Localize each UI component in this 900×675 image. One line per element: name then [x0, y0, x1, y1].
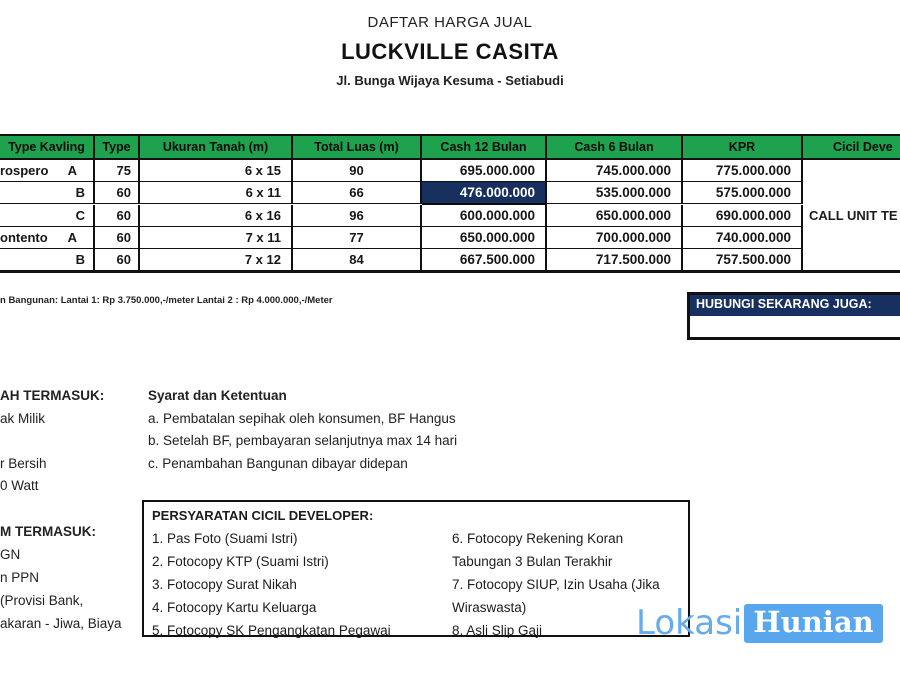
- building-price-note: n Bangunan: Lantai 1: Rp 3.750.000,-/meter Lantai 2 : Rp 4.000.000,-/Meter: [0, 295, 333, 306]
- cell-type: 60: [95, 182, 140, 204]
- cell-type: 60: [95, 227, 140, 249]
- cell-total-luas: 96: [293, 205, 422, 227]
- cell-cash-12-bulan: 667.500.000: [422, 249, 547, 271]
- column-header-7: KPR: [683, 136, 803, 160]
- lokasihunian-watermark: [636, 603, 883, 643]
- column-header-6: Cash 6 Bulan: [547, 136, 683, 160]
- cell-cash-6-bulan: 650.000.000: [547, 205, 683, 227]
- cell-kpr: 757.500.000: [683, 249, 803, 271]
- cell-type: 60: [95, 249, 140, 271]
- cell-cash-12-bulan: 695.000.000: [422, 160, 547, 182]
- column-header-3: Ukuran Tanah (m): [140, 136, 293, 160]
- cell-kavling: [0, 205, 95, 227]
- included-heading: AH TERMASUK:: [0, 388, 105, 403]
- column-header-1: Type Kavling: [0, 136, 95, 160]
- kavling-name: ontento: [0, 230, 48, 245]
- cell-cash-12-bulan: 600.000.000: [422, 205, 547, 227]
- cell-total-luas: 90: [293, 160, 422, 182]
- document-header: [0, 14, 900, 88]
- included-item: ak Milik: [0, 410, 46, 426]
- cell-kpr: 740.000.000: [683, 227, 803, 249]
- cell-cash-12-bulan: 476.000.000: [422, 182, 547, 205]
- terms-block: [148, 385, 457, 475]
- excluded-block: [0, 520, 122, 635]
- included-item: [0, 430, 104, 453]
- kavling-sub: A: [67, 230, 77, 245]
- cell-total-luas: 66: [293, 182, 422, 204]
- column-header-4: Total Luas (m): [293, 136, 422, 160]
- contact-box-value: [690, 316, 900, 337]
- cell-ukuran-tanah: 7 x 11: [140, 227, 293, 249]
- terms-item: c. Penambahan Bangunan dibayar didepan: [148, 455, 408, 471]
- cell-kavling: [0, 182, 95, 204]
- requirement-item: 8. Asli Slip Gaji: [452, 623, 543, 638]
- watermark-text-lokasi: Lokasi: [636, 603, 743, 643]
- included-item: r Bersih: [0, 455, 47, 471]
- included-item: 0 Watt: [0, 478, 39, 493]
- cell-ukuran-tanah: 6 x 15: [140, 160, 293, 182]
- requirement-item: 5. Fotocopy SK Pengangkatan Pegawai: [152, 623, 391, 638]
- excluded-item: akaran - Jiwa, Biaya: [0, 616, 122, 631]
- cell-type: 60: [95, 205, 140, 227]
- included-block: [0, 385, 104, 498]
- doc-title: LUCKVILLE CASITA: [341, 39, 559, 64]
- cell-ukuran-tanah: 6 x 16: [140, 205, 293, 227]
- kavling-sub: B: [75, 185, 85, 200]
- cell-total-luas: 84: [293, 249, 422, 271]
- requirement-item: 1. Pas Foto (Suami Istri): [152, 531, 298, 546]
- requirement-item: 6. Fotocopy Rekening Koran: [452, 531, 624, 546]
- cell-kpr: 575.000.000: [683, 182, 803, 204]
- requirement-item: 4. Fotocopy Kartu Keluarga: [152, 600, 317, 615]
- requirement-item: 2. Fotocopy KTP (Suami Istri): [152, 554, 329, 569]
- cell-kavling: [0, 160, 95, 182]
- cell-kavling: [0, 227, 95, 249]
- terms-heading: Syarat dan Ketentuan: [148, 388, 287, 403]
- contact-box-label: HUBUNGI SEKARANG JUGA:: [690, 295, 900, 316]
- excluded-item: (Provisi Bank,: [0, 593, 84, 608]
- column-header-5: Cash 12 Bulan: [422, 136, 547, 160]
- column-header-8: Cicil Deve: [803, 136, 900, 160]
- terms-item: b. Setelah BF, pembayaran selanjutnya max 14 hari: [148, 433, 458, 448]
- contact-box: [687, 292, 900, 340]
- kavling-name: rospero: [0, 163, 49, 178]
- cell-kpr: 690.000.000: [683, 205, 803, 227]
- call-unit-cell: CALL UNIT TE: [803, 160, 900, 271]
- price-table: [0, 134, 900, 273]
- cell-ukuran-tanah: 7 x 12: [140, 249, 293, 271]
- kavling-sub: A: [67, 163, 77, 178]
- cell-type: 75: [95, 160, 140, 182]
- kavling-sub: C: [75, 208, 85, 223]
- requirements-heading: PERSYARATAN CICIL DEVELOPER:: [152, 508, 374, 523]
- cell-ukuran-tanah: 6 x 11: [140, 182, 293, 204]
- cell-kpr: 775.000.000: [683, 160, 803, 182]
- cell-cash-6-bulan: 700.000.000: [547, 227, 683, 249]
- cell-cash-6-bulan: 535.000.000: [547, 182, 683, 204]
- doc-kicker: DAFTAR HARGA JUAL: [367, 14, 533, 31]
- cell-cash-6-bulan: 717.500.000: [547, 249, 683, 271]
- requirement-item: 3. Fotocopy Surat Nikah: [152, 577, 297, 592]
- excluded-item: n PPN: [0, 570, 40, 585]
- doc-address: Jl. Bunga Wijaya Kesuma - Setiabudi: [336, 73, 564, 88]
- watermark-text-hunian: Hunian: [744, 604, 882, 643]
- cell-kavling: [0, 249, 95, 271]
- requirement-item: Tabungan 3 Bulan Terakhir: [452, 554, 613, 569]
- cell-total-luas: 77: [293, 227, 422, 249]
- requirements-box: [142, 500, 690, 637]
- kavling-sub: B: [75, 252, 85, 267]
- excluded-item: GN: [0, 547, 21, 562]
- column-header-2: Type: [95, 136, 140, 160]
- terms-item: a. Pembatalan sepihak oleh konsumen, BF Hangus: [148, 410, 456, 426]
- cell-cash-12-bulan: 650.000.000: [422, 227, 547, 249]
- cell-cash-6-bulan: 745.000.000: [547, 160, 683, 182]
- requirement-item: Wiraswasta): [452, 600, 527, 615]
- requirement-item: 7. Fotocopy SIUP, Izin Usaha (Jika: [452, 577, 660, 592]
- excluded-heading: M TERMASUK:: [0, 524, 96, 539]
- requirements-col1: [152, 527, 452, 642]
